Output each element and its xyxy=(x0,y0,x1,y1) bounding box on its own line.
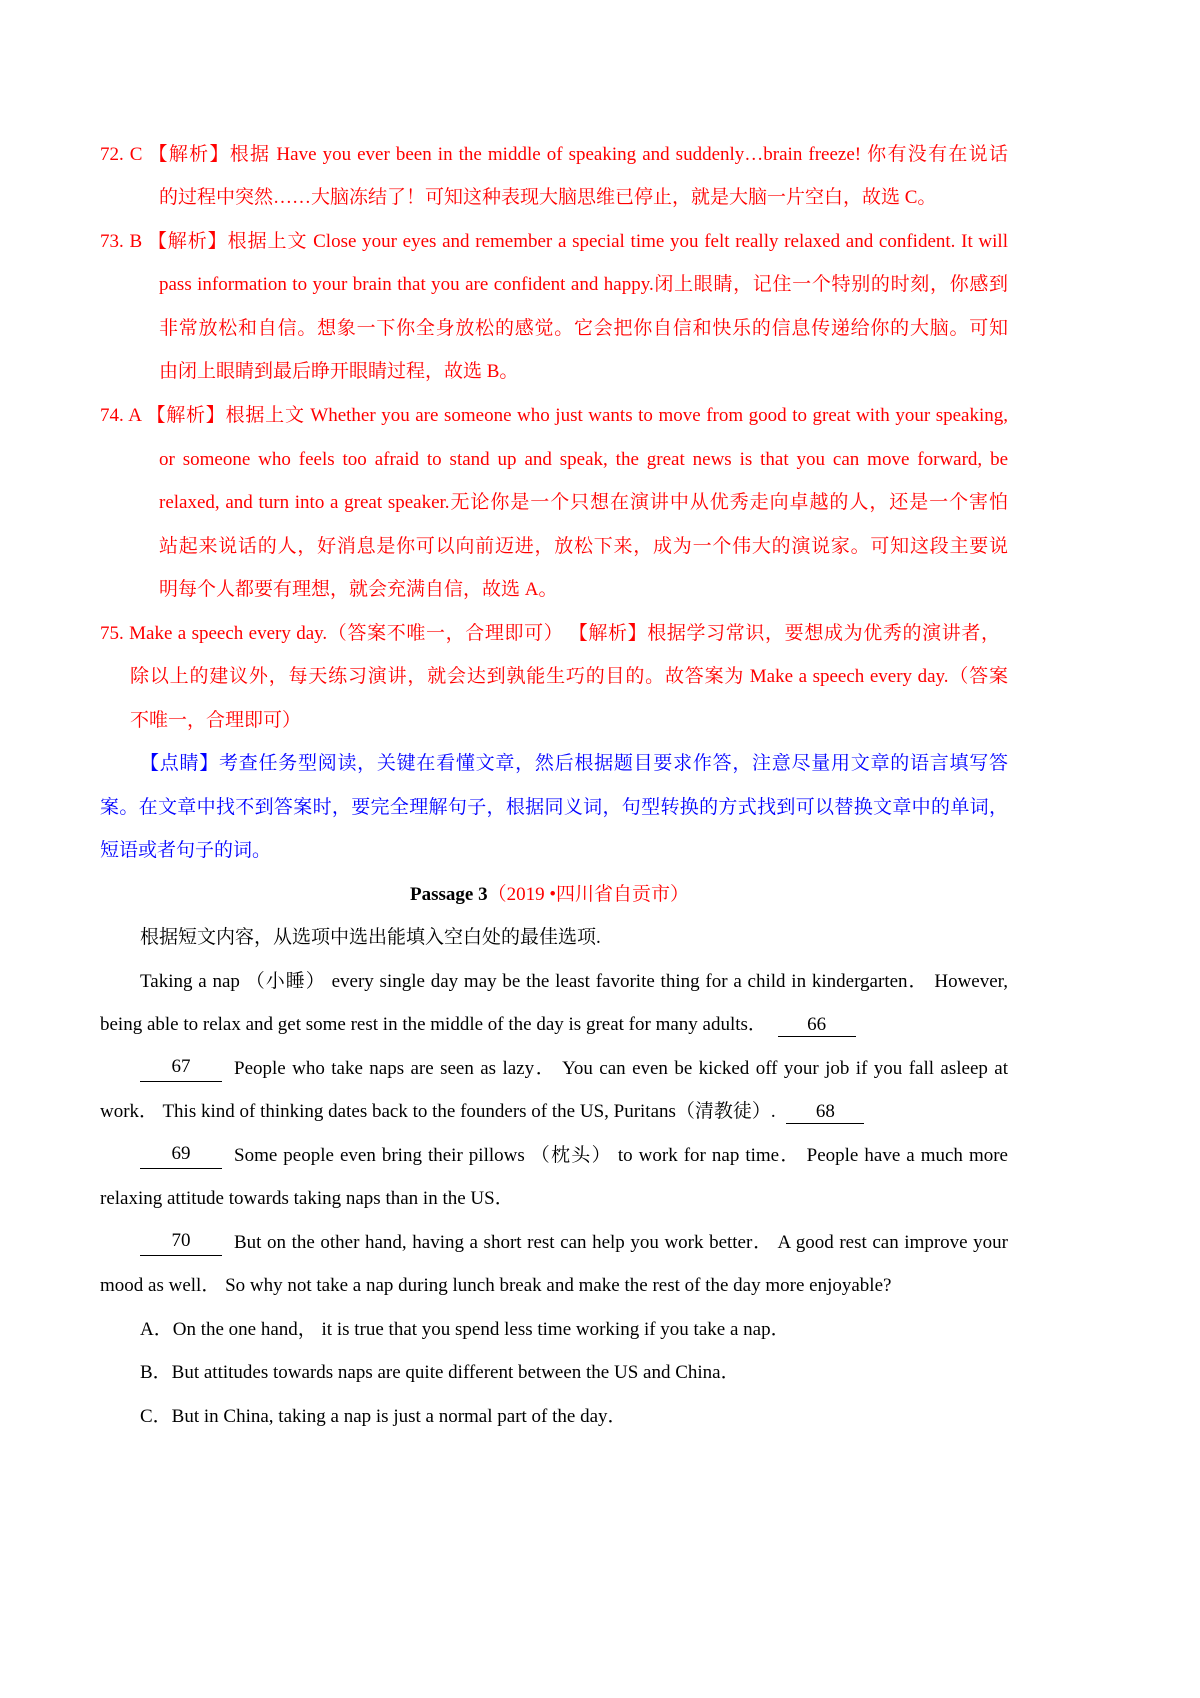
passage-instruction: 根据短文内容，从选项中选出能填入空白处的最佳选项. xyxy=(140,927,601,948)
answer-72-line-2: 的过程中突然……大脑冻结了！可知这种表现大脑思维已停止，就是大脑一片空白，故选 C。 xyxy=(159,187,937,208)
blank-69: 69 xyxy=(140,1143,222,1169)
paragraph-4-text-1: But on the other hand, having a short rest can help you work better． A good rest can improve your xyxy=(234,1232,1008,1253)
tip-line-3: 短语或者句子的词。 xyxy=(100,840,272,861)
answer-73-line-3: 非常放松和自信。想象一下你全身放松的感觉。它会把你自信和快乐的信息传递给你的大脑。可知 xyxy=(159,318,1008,339)
option-c: C．But in China, taking a nap is just a normal part of the day． xyxy=(140,1406,627,1427)
paragraph-1-line-2 xyxy=(100,1012,868,1038)
answer-74-line-3: relaxed, and turn into a great speaker.无论你是一个只想在演讲中从优秀走向卓越的人，还是一个害怕 xyxy=(159,492,1008,513)
answer-75-line-2: 除以上的建议外，每天练习演讲，就会达到孰能生巧的目的。故答案为 Make a speech every day.（答案 xyxy=(130,666,1008,687)
answer-73-line-4: 由闭上眼睛到最后睁开眼睛过程，故选 B。 xyxy=(159,361,519,382)
answer-75-line-1: 75. Make a speech every day.（答案不唯一，合理即可） 【解析】根据学习常识，要想成为优秀的演讲者， xyxy=(100,623,1000,644)
blank-67: 67 xyxy=(140,1056,222,1082)
paragraph-1-text: being able to relax and get some rest in the middle of the day is great for many adults． xyxy=(100,1014,767,1035)
paragraph-3-text-1: Some people even bring their pillows （枕头） to work for nap time． People have a much more xyxy=(234,1145,1008,1166)
passage-source: （2019 •四川省自贡市） xyxy=(487,884,689,905)
tip-line-1: 【点睛】考查任务型阅读，关键在看懂文章，然后根据题目要求作答，注意尽量用文章的语言填写答 xyxy=(140,753,1008,774)
paragraph-3-line-2: relaxing attitude towards taking naps than in the US． xyxy=(100,1188,514,1209)
paragraph-2-text-1: People who take naps are seen as lazy． You can even be kicked off your job if you fall asleep at xyxy=(234,1058,1008,1079)
paragraph-2-text-2: work． This kind of thinking dates back to the founders of the US, Puritans（清教徒）. xyxy=(100,1101,776,1122)
answer-73-line-1: 73. B 【解析】根据上文 Close your eyes and remember a special time you felt really relaxed and confident. It will xyxy=(100,231,1008,252)
passage-title xyxy=(410,882,689,908)
paragraph-1-line-1: Taking a nap （小睡） every single day may be the least favorite thing for a child in kindergarten． However, xyxy=(140,971,1008,992)
answer-75-line-3: 不唯一，合理即可） xyxy=(130,710,302,731)
paragraph-4-line-1 xyxy=(140,1230,1008,1256)
answer-74-line-2: or someone who feels too afraid to stand up and speak, the great news is that you can move forward, be xyxy=(159,449,1008,470)
answer-74-line-5: 明每个人都要有理想，就会充满自信，故选 A。 xyxy=(159,579,558,600)
paragraph-3-line-1 xyxy=(140,1143,1008,1169)
passage-title-label: Passage 3 xyxy=(410,884,488,905)
option-a: A．On the one hand， it is true that you spend less time working if you take a nap． xyxy=(140,1319,790,1340)
blank-70: 70 xyxy=(140,1230,222,1256)
answer-73-line-2: pass information to your brain that you are confident and happy.闭上眼睛，记住一个特别的时刻，你感到 xyxy=(159,274,1008,295)
paragraph-4-line-2: mood as well． So why not take a nap during lunch break and make the rest of the day more enjoyable? xyxy=(100,1275,892,1296)
option-b: B．But attitudes towards naps are quite different between the US and China． xyxy=(140,1362,740,1383)
answer-72-line-1: 72. C 【解析】根据 Have you ever been in the middle of speaking and suddenly…brain freeze! 你有没有在说话 xyxy=(100,144,1008,165)
tip-line-2: 案。在文章中找不到答案时，要完全理解句子，根据同义词，句型转换的方式找到可以替换文章中的单词， xyxy=(100,797,1008,818)
paragraph-2-line-1 xyxy=(140,1056,1008,1082)
blank-68: 68 xyxy=(786,1101,864,1124)
blank-66: 66 xyxy=(778,1014,856,1037)
answer-74-line-4: 站起来说话的人，好消息是你可以向前迈进，放松下来，成为一个伟大的演说家。可知这段主要说 xyxy=(159,536,1008,557)
answer-74-line-1: 74. A 【解析】根据上文 Whether you are someone who just wants to move from good to great with your speaking, xyxy=(100,405,1008,426)
paragraph-2-line-2 xyxy=(100,1099,876,1125)
